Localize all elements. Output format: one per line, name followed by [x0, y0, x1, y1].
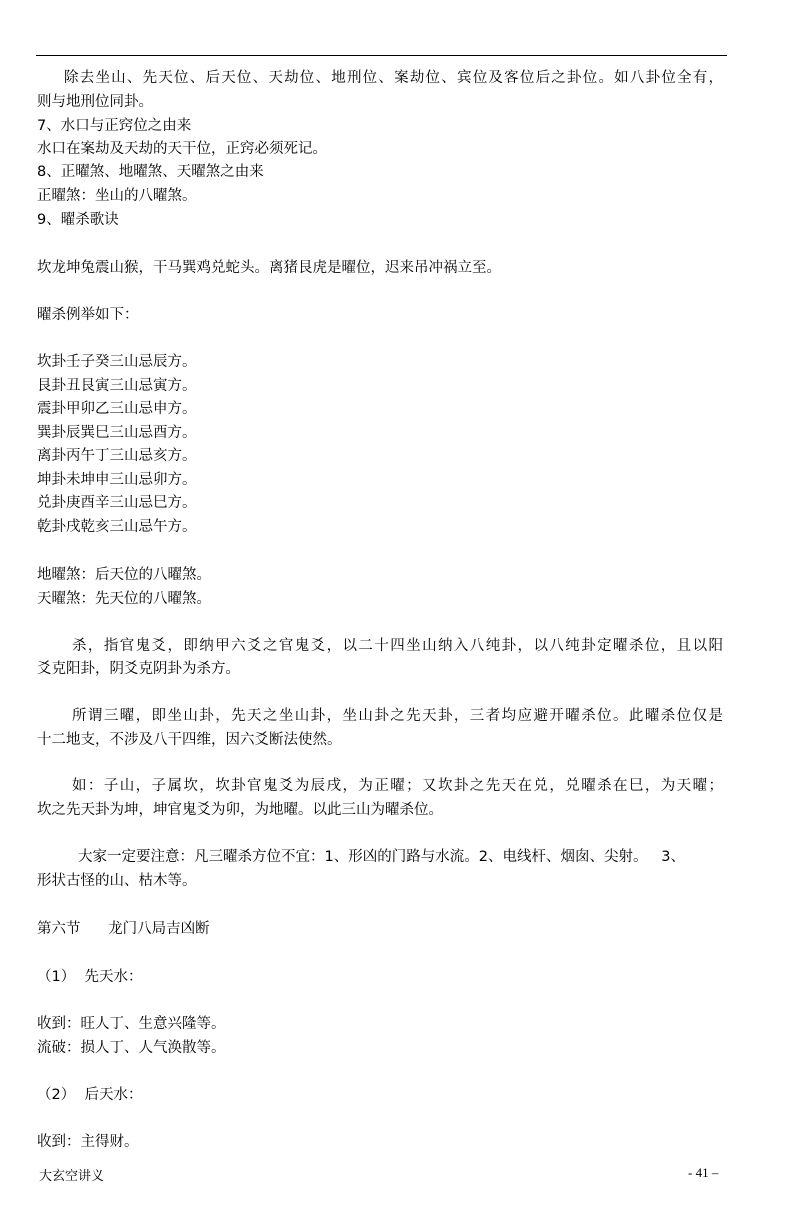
subsection-heading: （1） 先天水： — [37, 969, 143, 985]
paragraph-line: 收到：主得财。 — [37, 1134, 139, 1150]
paragraph-line: 正曜煞：坐山的八曜煞。 — [37, 188, 197, 204]
paragraph-line: 所谓三曜，即坐山卦，先天之坐山卦，坐山卦之先天卦，三者均应避开曜杀位。此曜杀位仅是 — [72, 708, 723, 724]
section-heading: 8、正曜煞、地曜煞、天曜煞之由来 — [37, 164, 264, 180]
footer-page-number: - 41 – — [688, 1165, 719, 1180]
list-item: 巽卦辰巽巳三山忌酉方。 — [37, 425, 197, 441]
list-item: 坤卦未坤申三山忌卯方。 — [37, 472, 197, 488]
paragraph-line: 收到：旺人丁、生意兴隆等。 — [37, 1016, 226, 1032]
subsection-heading: （2） 后天水： — [37, 1087, 143, 1103]
paragraph-line: 地曜煞：后天位的八曜煞。 — [37, 567, 211, 583]
paragraph-line: 水口在案劫及天劫的天干位，正窍必须死记。 — [37, 141, 327, 157]
list-item: 兑卦庚酉辛三山忌巳方。 — [37, 495, 197, 511]
paragraph-line: 爻克阳卦，阴爻克阴卦为杀方。 — [37, 661, 240, 677]
section-heading: 7、水口与正窍位之由来 — [37, 118, 192, 134]
paragraph-line: 则与地刑位同卦。 — [37, 94, 153, 110]
paragraph-line: 十二地支，不涉及八干四维，因六爻断法使然。 — [37, 732, 342, 748]
list-item: 震卦甲卯乙三山忌申方。 — [37, 401, 197, 417]
section-heading: 9、曜杀歌诀 — [37, 212, 119, 228]
paragraph-line: 曜杀例举如下： — [37, 307, 139, 323]
header-rule — [36, 55, 727, 56]
paragraph-line: 形状古怪的山、枯木等。 — [37, 873, 197, 889]
footer-document-title: 大玄空讲义 — [39, 1169, 105, 1184]
paragraph-line: 大家一定要注意：凡三曜杀方位不宜：1、形凶的门路与水流。2、电线杆、烟囱、尖射。 3、 — [78, 849, 685, 865]
list-item: 乾卦戌乾亥三山忌午方。 — [37, 519, 197, 535]
section-title: 第六节 龙门八局吉凶断 — [37, 921, 210, 937]
paragraph-line: 杀，指官鬼爻，即纳甲六爻之官鬼爻，以二十四坐山纳入八纯卦，以八纯卦定曜杀位，且以阳 — [72, 638, 723, 654]
list-item: 坎卦壬子癸三山忌辰方。 — [37, 354, 197, 370]
paragraph-line: 如：子山，子属坎，坎卦官鬼爻为辰戌，为正曜；又坎卦之先天在兑，兑曜杀在巳，为天曜； — [72, 778, 723, 794]
verse-line: 坎龙坤兔震山猴，干马巽鸡兑蛇头。离猪艮虎是曜位，迟来吊冲祸立至。 — [37, 260, 501, 276]
paragraph-line: 天曜煞：先天位的八曜煞。 — [37, 591, 211, 607]
paragraph-line: 流破：损人丁、人气涣散等。 — [37, 1040, 226, 1056]
paragraph-line: 除去坐山、先天位、后天位、天劫位、地刑位、案劫位、宾位及客位后之卦位。如八卦位全有， — [64, 70, 723, 86]
list-item: 艮卦丑艮寅三山忌寅方。 — [37, 378, 197, 394]
paragraph-line: 坎之先天卦为坤，坤官鬼爻为卯，为地曜。以此三山为曜杀位。 — [37, 802, 443, 818]
list-item: 离卦丙午丁三山忌亥方。 — [37, 448, 197, 464]
